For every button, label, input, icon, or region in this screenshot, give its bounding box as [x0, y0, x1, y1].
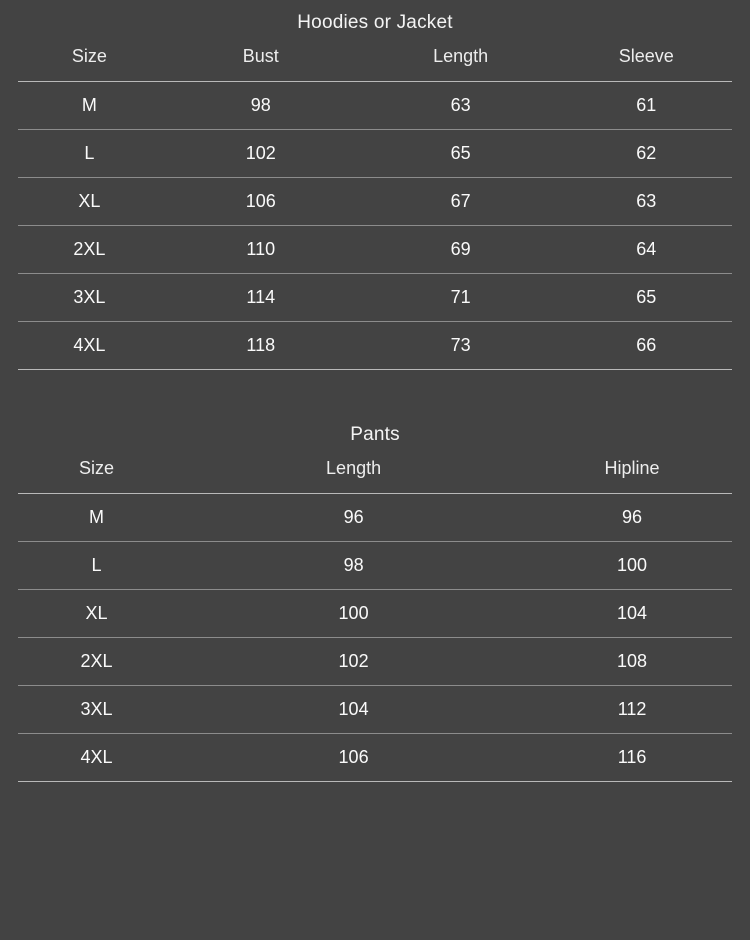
pants-table-head: [18, 446, 732, 494]
table-row: [18, 590, 732, 638]
table-header-row: [18, 446, 732, 494]
pants-table-title: Pants: [350, 424, 400, 445]
cell-length: 100: [175, 590, 532, 638]
cell-size: XL: [18, 590, 175, 638]
table-row: [18, 274, 732, 322]
cell-length: 98: [175, 542, 532, 590]
pants-size-table-block: [0, 424, 750, 782]
top-spacer: [0, 0, 750, 12]
cell-size: 4XL: [18, 322, 161, 370]
cell-bust: 118: [161, 322, 361, 370]
cell-bust: 110: [161, 226, 361, 274]
cell-size: 3XL: [18, 686, 175, 734]
column-header-length: Length: [361, 34, 561, 82]
hoodies-size-table-block: [0, 12, 750, 370]
table-row: [18, 130, 732, 178]
cell-bust: 106: [161, 178, 361, 226]
cell-hipline: 116: [532, 734, 732, 782]
cell-size: 2XL: [18, 226, 161, 274]
table-row: [18, 638, 732, 686]
pants-size-table: [18, 446, 732, 782]
cell-sleeve: 64: [561, 226, 732, 274]
table-row: [18, 178, 732, 226]
table-row: [18, 494, 732, 542]
cell-size: 2XL: [18, 638, 175, 686]
hoodies-size-table: [18, 34, 732, 370]
column-header-bust: Bust: [161, 34, 361, 82]
hoodies-table-body: [18, 82, 732, 370]
cell-length: 71: [361, 274, 561, 322]
cell-length: 104: [175, 686, 532, 734]
cell-size: L: [18, 130, 161, 178]
cell-sleeve: 63: [561, 178, 732, 226]
cell-sleeve: 66: [561, 322, 732, 370]
column-header-sleeve: Sleeve: [561, 34, 732, 82]
cell-length: 73: [361, 322, 561, 370]
hoodies-table-head: [18, 34, 732, 82]
cell-sleeve: 62: [561, 130, 732, 178]
cell-hipline: 104: [532, 590, 732, 638]
table-header-row: [18, 34, 732, 82]
column-header-size: Size: [18, 34, 161, 82]
cell-sleeve: 65: [561, 274, 732, 322]
cell-hipline: 112: [532, 686, 732, 734]
cell-length: 63: [361, 82, 561, 130]
cell-bust: 114: [161, 274, 361, 322]
cell-length: 67: [361, 178, 561, 226]
cell-size: L: [18, 542, 175, 590]
cell-size: M: [18, 82, 161, 130]
table-row: [18, 82, 732, 130]
pants-table-body: [18, 494, 732, 782]
cell-length: 69: [361, 226, 561, 274]
hoodies-table-title: Hoodies or Jacket: [297, 12, 453, 33]
cell-length: 106: [175, 734, 532, 782]
table-row: [18, 686, 732, 734]
cell-bust: 98: [161, 82, 361, 130]
section-gap: [0, 370, 750, 424]
column-header-length: Length: [175, 446, 532, 494]
cell-hipline: 108: [532, 638, 732, 686]
cell-bust: 102: [161, 130, 361, 178]
cell-length: 65: [361, 130, 561, 178]
cell-length: 96: [175, 494, 532, 542]
cell-size: 3XL: [18, 274, 161, 322]
cell-hipline: 96: [532, 494, 732, 542]
table-row: [18, 542, 732, 590]
cell-size: 4XL: [18, 734, 175, 782]
bottom-spacer: [0, 782, 750, 818]
cell-size: M: [18, 494, 175, 542]
column-header-hipline: Hipline: [532, 446, 732, 494]
cell-hipline: 100: [532, 542, 732, 590]
cell-length: 102: [175, 638, 532, 686]
table-row: [18, 226, 732, 274]
table-row: [18, 322, 732, 370]
cell-sleeve: 61: [561, 82, 732, 130]
cell-size: XL: [18, 178, 161, 226]
column-header-size: Size: [18, 446, 175, 494]
table-row: [18, 734, 732, 782]
